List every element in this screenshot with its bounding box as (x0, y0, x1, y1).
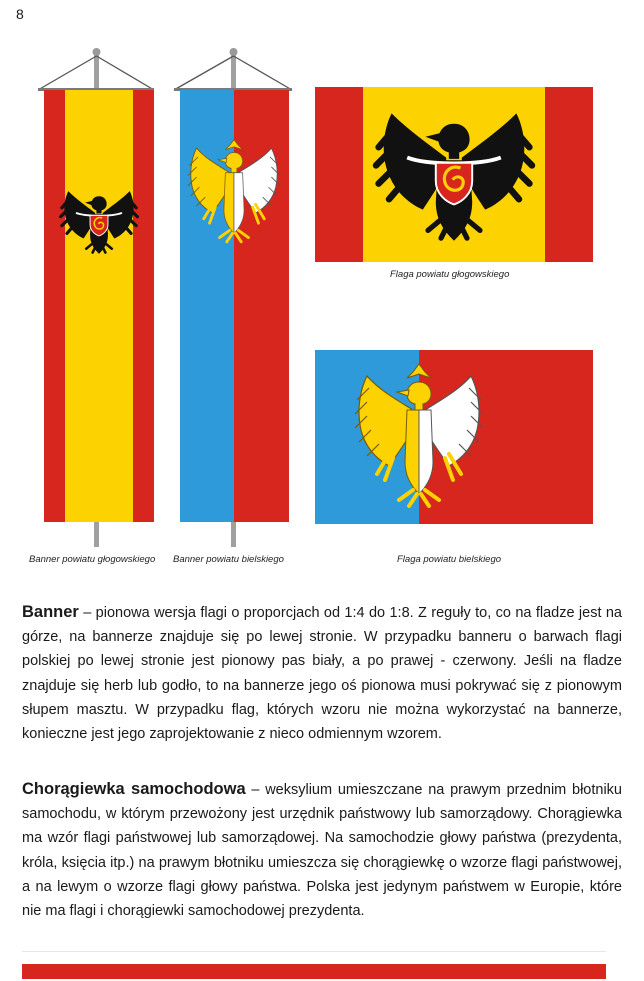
paragraph-car-flag (22, 777, 622, 923)
flag-glogow (315, 87, 593, 262)
caption-banner-bielsko: Banner powiatu bielskiego (173, 554, 284, 565)
definition-car-flag: – weksylium umieszczane na prawym przednim błotniku samochodu, w którym przewożony jest urzędnik państwowy lub samorządowy. Chorągiewka ma wzór flagi państwowej lub samorządowej. Na samochodzie głowy państwa (prezydenta, króla, księcia itp.) na prawym błotniku umieszcza się chorągiewkę o wzorze flagi państwowej, a na lewym o wzorze flagi głowy państwa. Polska jest jedynym państwem w Europie, które nie ma flagi i chorągiewki samochodowej prezydenta. (22, 782, 622, 920)
banner-bielsko (174, 48, 292, 547)
footer-bar (22, 964, 606, 979)
page-number: 8 (16, 6, 24, 22)
flag-bielsko (315, 350, 593, 524)
caption-banner-glogow: Banner powiatu głogowskiego (29, 554, 156, 565)
definition-banner: – pionowa wersja flagi o proporcjach od 1:4 do 1:8. Z reguły to, co na fladze jest na górze, na bannerze znajduje się po lewej stronie. W przypadku banneru o barwach flagi polskiej po lewej stronie jest pionowy pas biały, a po prawej - czerwony. Jeśli na fladze znajduje się herb lub godło, to na bannerze jego oś pionowa musi pokrywać się z pionowym słupem masztu. W przypadku flag, których wzoru nie można wykorzystać na bannerze, konieczne jest jego zaprojektowanie z nieco odmiennym wzorem. (22, 605, 622, 743)
caption-flag-glogow: Flaga powiatu głogowskiego (390, 269, 510, 280)
caption-flag-bielsko: Flaga powiatu bielskiego (397, 554, 502, 565)
footer-divider (22, 951, 606, 952)
term-car-flag: Chorągiewka samochodowa (22, 780, 246, 798)
paragraph-banner (22, 600, 622, 746)
term-banner: Banner (22, 603, 79, 621)
banner-glogow (38, 48, 154, 547)
